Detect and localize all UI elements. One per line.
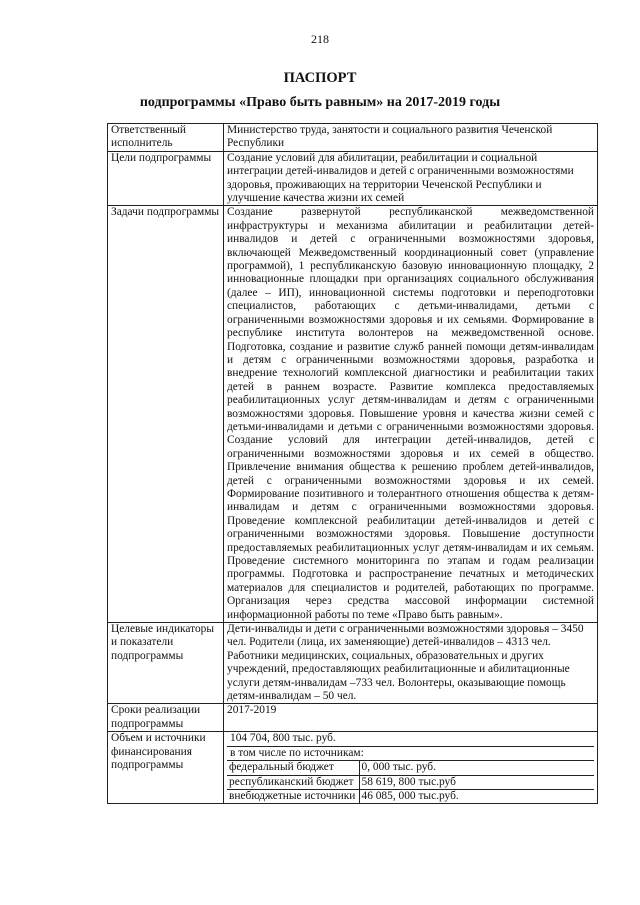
row-label-tasks: Задачи подпрограммы	[108, 206, 224, 623]
document-subtitle: подпрограммы «Право быть равным» на 2017-2019 годы	[139, 95, 501, 110]
funding-source-amount: 0, 000 тыс. руб.	[359, 761, 594, 775]
table-row	[108, 124, 598, 152]
row-value-tasks: Создание развернутой республиканской межведомственной инфраструктуры и механизма абилитации и реабилитации детей-инвалидов и детей с ограниченными возможностями здоровья, включающей Межведомственный координационный совет (управление программой), 1 республиканскую базовую инновационную площадку, 2 инновационные площадки при организациях социального обслуживания (далее – ИП), инновационной системы подготовки и переподготовки специалистов, работающих с детьми-инвалидами, детьми с ограниченными возможностями здоровья и их семьями. Формирование в республике института волонтеров на межведомственной основе. Подготовка, создание и развитие служб ранней помощи детям-инвалидам и детям с ограниченными возможностями здоровья, разработка и внедрение технологий комплексной диагностики и реабилитации таких детей в раннем возрасте. Развитие комплекса предоставляемых реабилитационных услуг детям-инвалидам и детям с ограниченными возможностями здоровья. Повышение уровня и качества жизни семей с детьми-инвалидами и детьми с ограниченными возможностями здоровья. Создание условий для интеграции детей-инвалидов, детей с ограниченными возможностями здоровья и их семей в общество. Привлечение внимания общества к решению проблем детей-инвалидов, детей с ограниченными возможностями здоровья и их семей. Формирование позитивного и толерантного отношения общества к детям-инвалидам и детям с ограниченными возможностями здоровья. Проведение комплексной реабилитации детей-инвалидов и детей с ограниченными возможностями здоровья. Повышение доступности предоставляемых реабилитационных услуг детям-инвалидам и их семьям. Проведение системного мониторинга по этапам и годам реализации программы. Подготовка и распространение печатных и методических материалов для специалистов и родителей, работающих по программе. Организация через средства массовой информации системной информационной работы по теме «Право быть равным».	[224, 206, 598, 623]
funding-cell	[224, 732, 598, 804]
row-label-timeline: Сроки реализации подпрограммы	[108, 704, 224, 732]
funding-source-amount: 46 085, 000 тыс.руб.	[359, 789, 594, 803]
row-value-executor: Министерство труда, занятости и социального развития Чеченской Республики	[224, 124, 598, 152]
funding-note: в том числе по источникам:	[227, 746, 594, 760]
row-label-indicators: Целевые индикаторы и показатели подпрограммы	[108, 623, 224, 704]
row-label-funding: Объем и источники финансирования подпрограммы	[108, 732, 224, 804]
row-value-indicators: Дети-инвалиды и дети с ограниченными возможностями здоровья – 3450 чел. Родители (лица, их заменяющие) детей-инвалидов – 4313 чел. Работники медицинских, социальных, образовательных и других учреждений, предоставляющих реабилитационные и абилитационные услуги детям-инвалидам –733 чел. Волонтеры, оказывающие помощь детям-инвалидам – 50 чел.	[224, 623, 598, 704]
funding-source-amount: 58 619, 800 тыс.руб	[359, 775, 594, 789]
table-row	[108, 704, 598, 732]
row-label-goals: Цели подпрограммы	[108, 151, 224, 206]
table-row	[108, 623, 598, 704]
row-label-executor: Ответственный исполнитель	[108, 124, 224, 152]
funding-source-row	[227, 761, 594, 775]
table-row	[108, 732, 598, 804]
page-number: 218	[311, 32, 329, 46]
funding-source-name: внебюджетные источники	[227, 789, 359, 803]
funding-total: 104 704, 800 тыс. руб.	[230, 732, 336, 745]
funding-source-row	[227, 775, 594, 789]
table-row	[108, 206, 598, 623]
funding-sources-table	[227, 760, 594, 803]
document-title: ПАСПОРТ	[283, 70, 357, 86]
row-value-goals: Создание условий для абилитации, реабилитации и социальной интеграции детей-инвалидов и детей с ограниченными возможностями здоровья, проживающих на территории Чеченской Республики и улучшение качества жизни их семей	[224, 151, 598, 206]
funding-source-name: федеральный бюджет	[227, 761, 359, 775]
passport-table	[107, 123, 598, 804]
funding-source-name: республиканский бюджет	[227, 775, 359, 789]
funding-source-row	[227, 789, 594, 803]
row-value-timeline: 2017-2019	[224, 704, 598, 732]
table-row	[108, 151, 598, 206]
